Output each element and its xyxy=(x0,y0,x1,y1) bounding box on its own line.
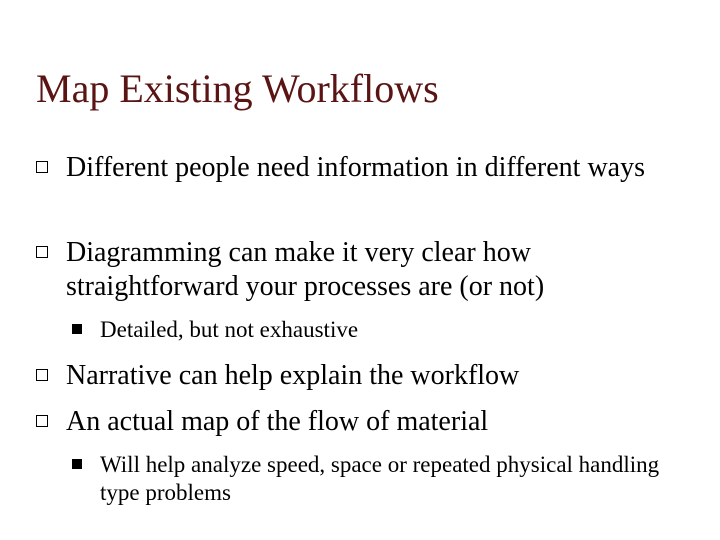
bullet-item xyxy=(36,359,696,393)
sub-bullet-item xyxy=(72,316,692,344)
hollow-square-icon xyxy=(36,415,48,427)
bullet-item xyxy=(36,151,696,185)
sub-bullet-item xyxy=(72,451,692,507)
sub-bullet-text: Will help analyze speed, space or repeated physical handling type problems xyxy=(100,452,660,505)
filled-square-icon xyxy=(72,459,82,469)
bullet-text: Narrative can help explain the workflow xyxy=(66,360,520,391)
sub-bullet-text: Detailed, but not exhaustive xyxy=(100,317,359,342)
hollow-square-icon xyxy=(36,161,48,173)
bullet-item xyxy=(36,236,696,304)
hollow-square-icon xyxy=(36,246,48,258)
filled-square-icon xyxy=(72,324,82,334)
bullet-text: Different people need information in different ways xyxy=(66,152,645,183)
bullet-item xyxy=(36,405,696,439)
hollow-square-icon xyxy=(36,369,48,381)
slide-title: Map Existing Workflows xyxy=(36,66,439,111)
bullet-text: An actual map of the flow of material xyxy=(66,406,489,437)
bullet-text: Diagramming can make it very clear how straightforward your processes are (or not) xyxy=(66,237,545,302)
